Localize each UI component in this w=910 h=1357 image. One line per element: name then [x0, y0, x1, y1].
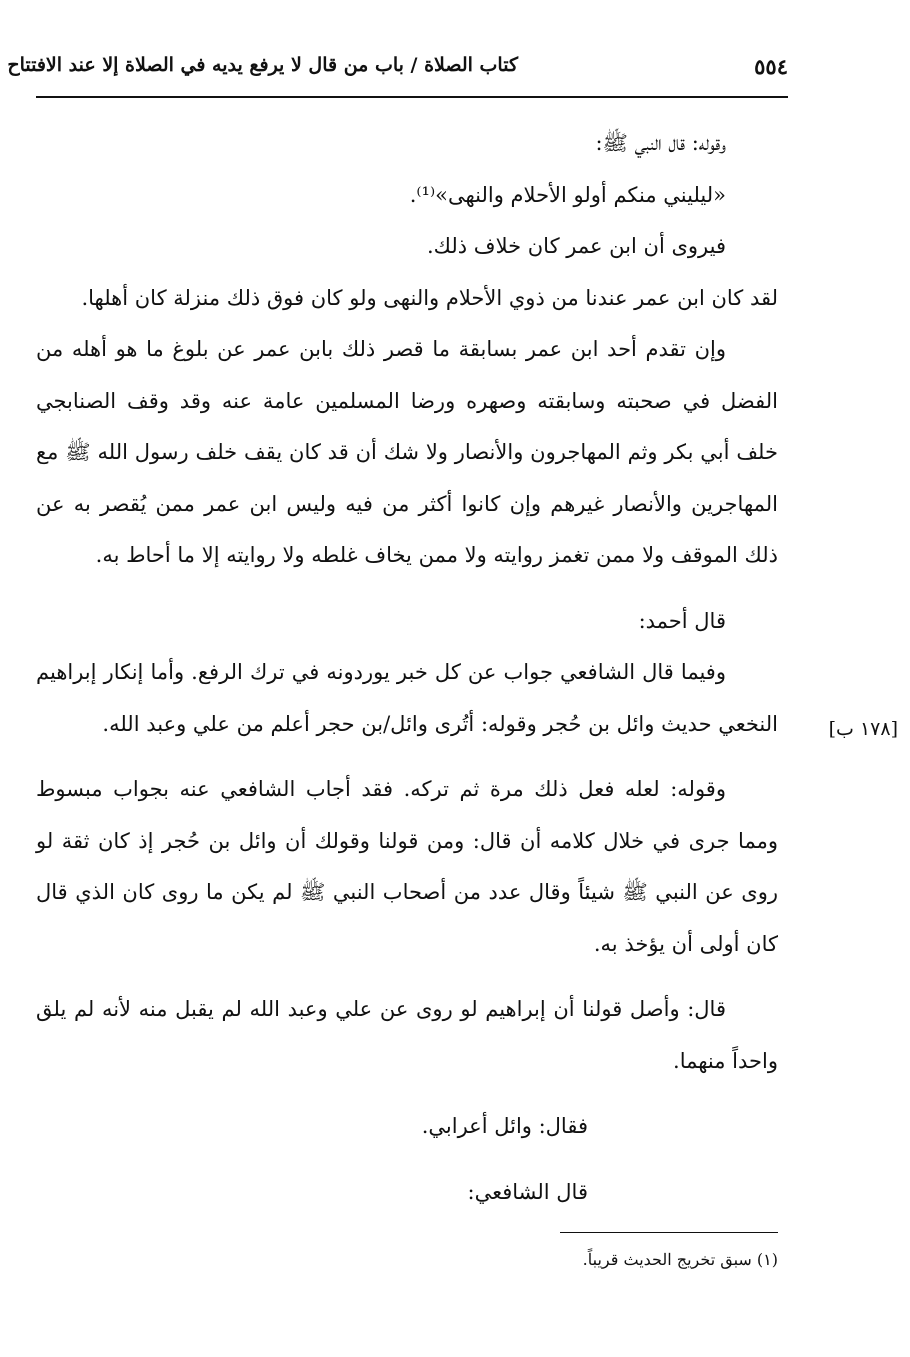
paragraph-8: وقوله: لعله فعل ذلك مرة ثم تركه. فقد أجاب الشافعي عنه بجواب مبسوط ومما جرى في خلال كلامه أن قال: ومن قولنا وقولك أن وائل بن حُجر إذ كان ثقة لو روى عن النبي ﷺ شيئاً وقال عدد من أصحاب النبي ﷺ لم يكن ما روى كان الذي قال كان أولى أن يؤخذ به. [36, 777, 778, 956]
paragraph-1: وقوله: قال النبي ﷺ: [595, 131, 726, 155]
margin-folio-note: [١٧٨ ب] [828, 718, 898, 740]
paragraph-10: فقال: وائل أعرابي. [421, 1114, 588, 1138]
main-text [36, 118, 778, 1218]
running-header [7, 48, 788, 94]
header-divider [36, 96, 788, 98]
footnote-divider [560, 1232, 778, 1233]
paragraph-9: قال: وأصل قولنا أن إبراهيم لو روى عن علي وعبد الله لم يقبل منه لأنه لم يلق واحداً منهما. [36, 997, 778, 1073]
paragraph-6: قال أحمد: [638, 608, 726, 633]
page-number: ٥٥٤ [754, 54, 788, 79]
running-title: كتاب الصلاة / باب من قال لا يرفع يديه في الصلاة إلا عند الافتتاح [7, 54, 518, 76]
paragraph-7: وفيما قال الشافعي جواب عن كل خبر يوردونه في ترك الرفع. وأما إنكار إبراهيم النخعي حديث وائل بن حُجر وقوله: أتُرى وائل/بن حجر أعلم من علي وعبد الله. [36, 660, 778, 736]
paragraph-3: فيروى أن ابن عمر كان خلاف ذلك. [427, 234, 726, 258]
footnote: (١) سبق تخريج الحديث قريباً. [582, 1250, 778, 1269]
paragraph-11: قال الشافعي: [467, 1179, 588, 1204]
paragraph-2: «ليليني منكم أولو الأحلام والنهى»⁽¹⁾. [409, 182, 726, 207]
paragraph-5: وإن تقدم أحد ابن عمر بسابقة ما قصر ذلك بابن عمر عن بلوغ ما هو أهله من الفضل في صحبته وسابقته وصهره ورضا المسلمين عامة عنه وقد وقف الصنابجي خلف أبي بكر وثم المهاجرون والأنصار ولا شك أن قد كان يقف خلف رسول الله ﷺ مع المهاجرين والأنصار غيرهم وإن كانوا أكثر من فيه وليس ابن عمر ممن يُقصر به عن ذلك الموقف ولا ممن تغمز روايته ولا ممن يخاف غلطه ولا روايته إلا ما أحاط به. [36, 337, 778, 567]
paragraph-4: لقد كان ابن عمر عندنا من ذوي الأحلام والنهى ولو كان فوق ذلك منزلة كان أهلها. [81, 285, 778, 310]
